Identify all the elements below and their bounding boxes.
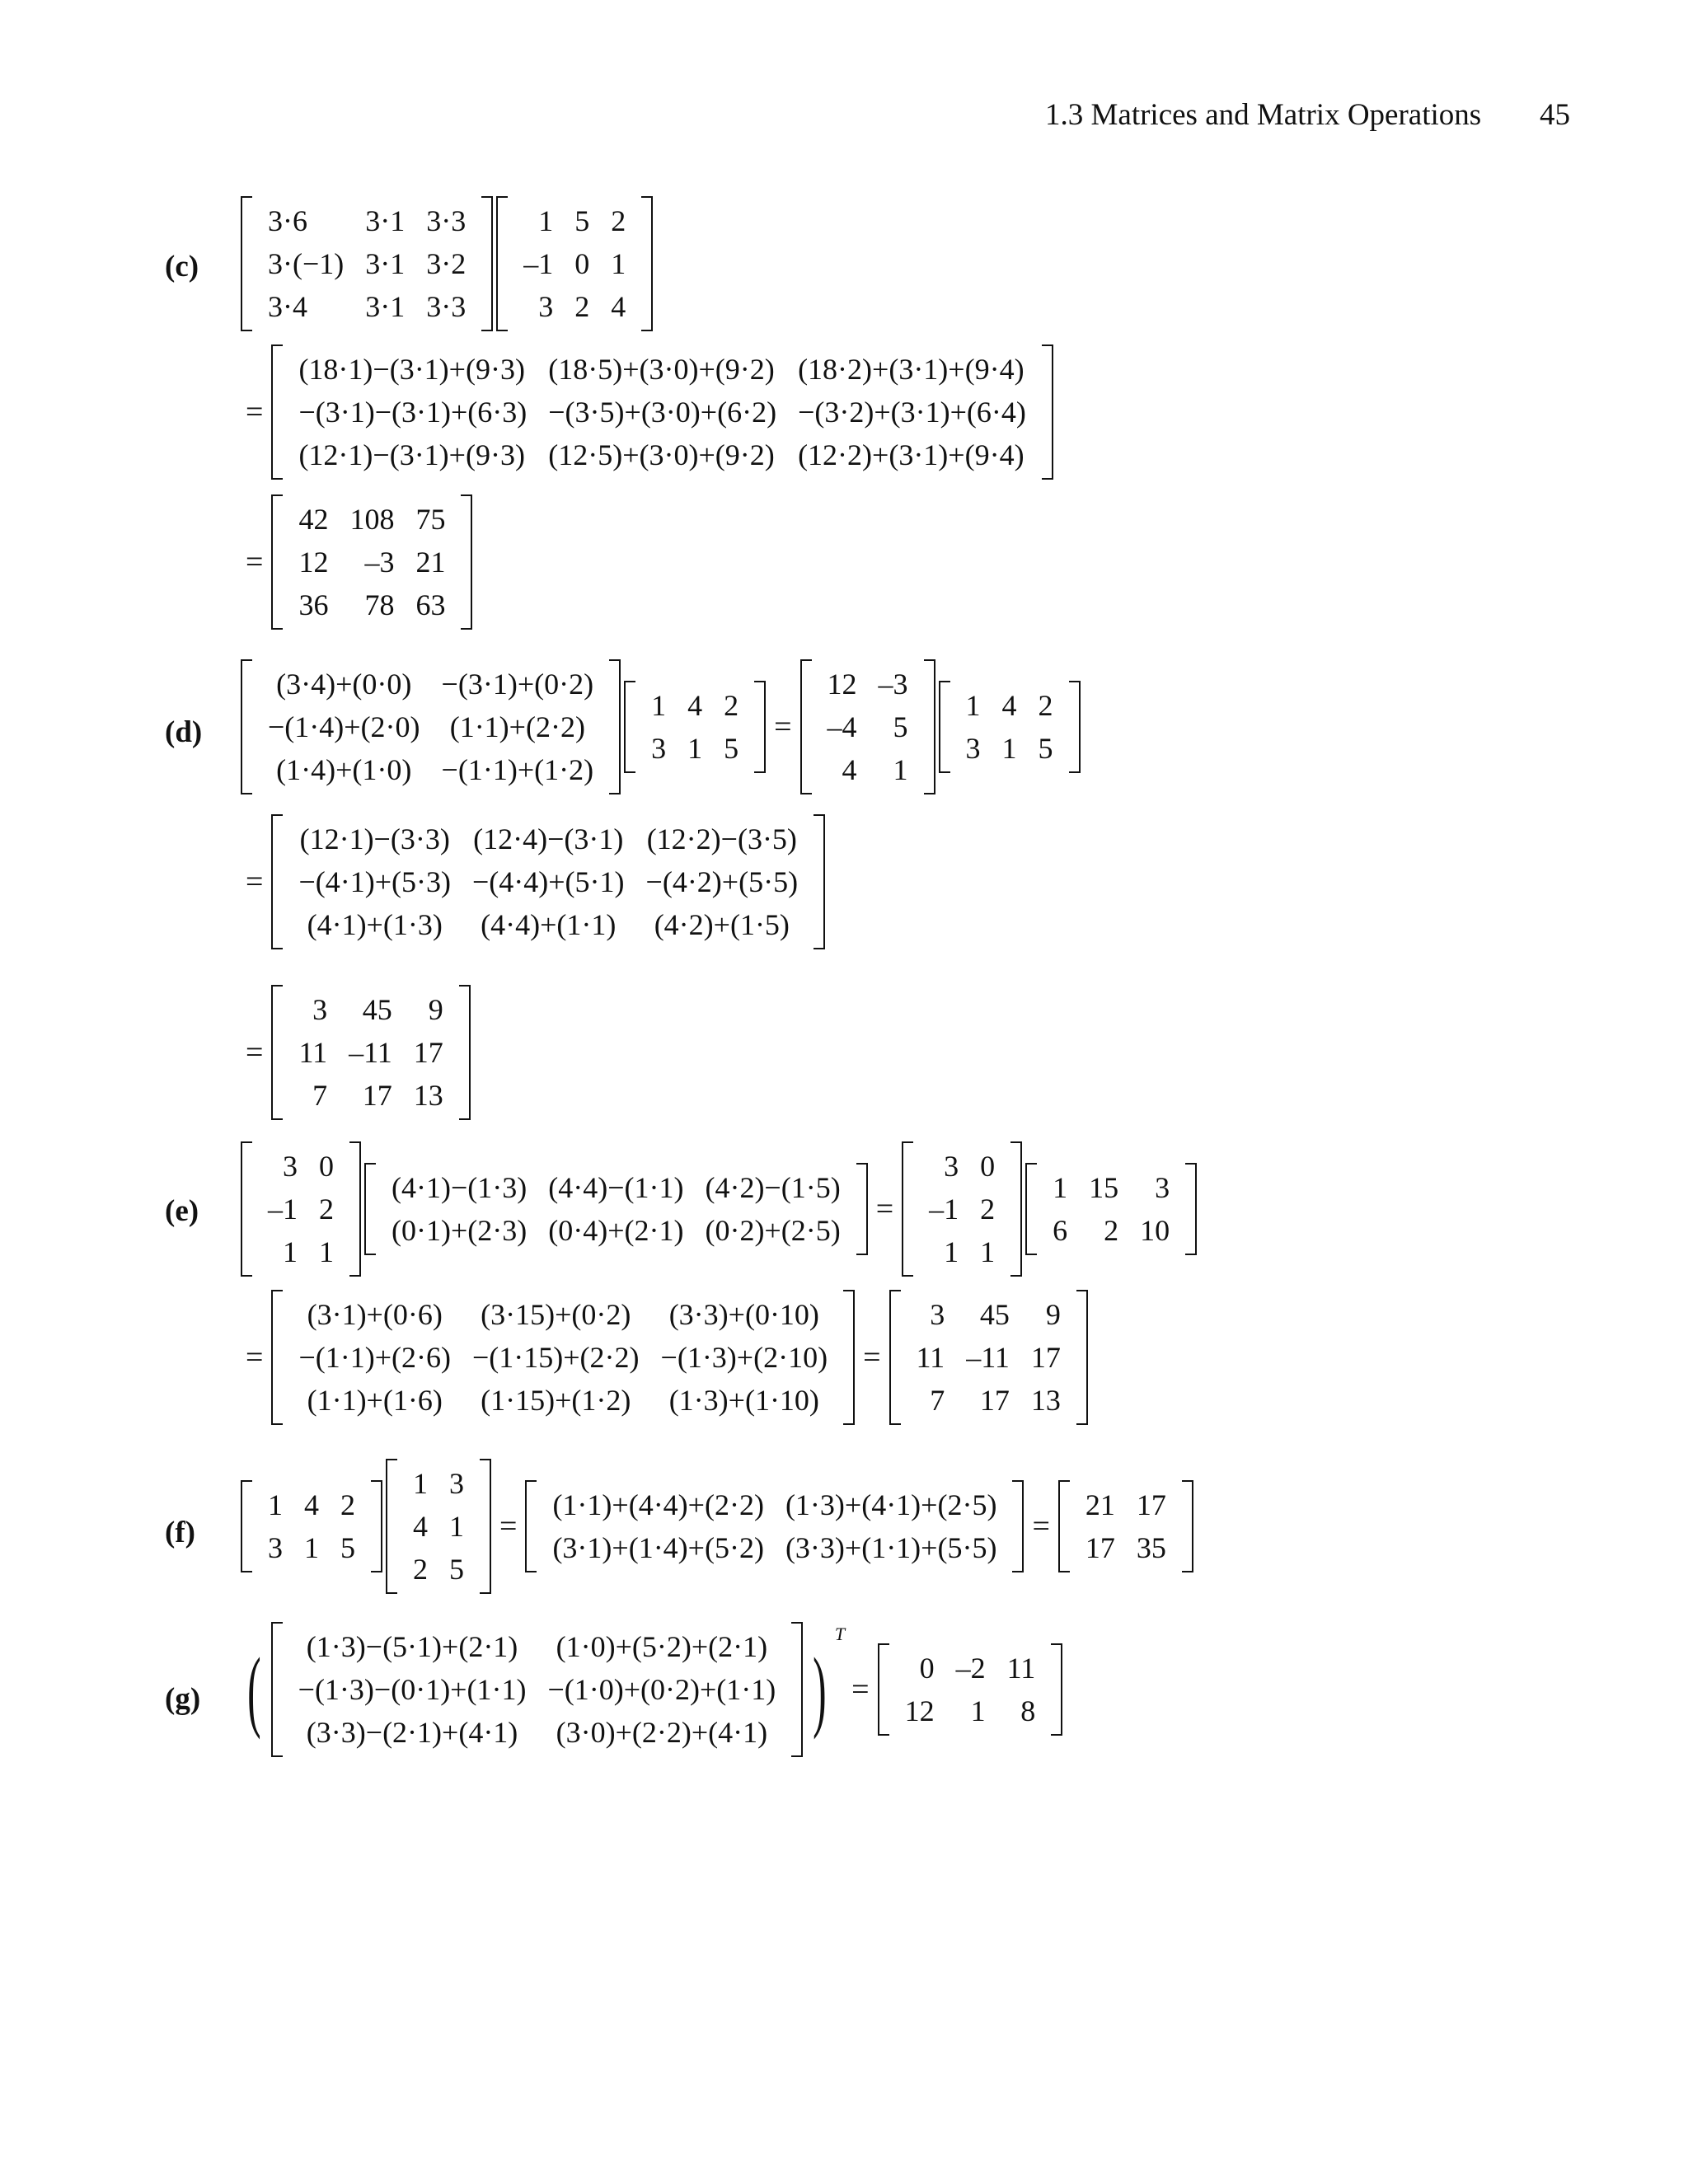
matrix-cell: 5 xyxy=(893,710,908,743)
matrix-cell: 9 xyxy=(1045,1298,1061,1331)
matrix-cell: 3 xyxy=(268,1531,283,1564)
matrix-cell: (1·0)+(5·2)+(2·1) xyxy=(556,1630,768,1663)
matrix-cell: (4·1)+(1·3) xyxy=(307,908,443,941)
matrix-cell: 8 xyxy=(1020,1694,1036,1727)
matrix-cell: 2 xyxy=(574,290,590,323)
matrix xyxy=(888,1290,1090,1425)
matrix-cell: 1 xyxy=(944,1235,959,1268)
matrix-cell: (0·2)+(2·5) xyxy=(705,1214,841,1247)
part-d-line3 xyxy=(239,985,472,1120)
matrix-cell: 2 xyxy=(1038,689,1053,722)
matrix-cell: 4 xyxy=(611,290,626,323)
matrix-cell: 36 xyxy=(298,588,329,621)
matrix xyxy=(799,659,937,794)
matrix-cell: (3·4)+(0·0) xyxy=(276,668,412,701)
matrix-cell: 45 xyxy=(362,993,392,1026)
matrix-cell: 5 xyxy=(340,1531,355,1564)
part-f-label: (f) xyxy=(165,1516,195,1549)
matrix-cell: 13 xyxy=(413,1079,443,1112)
matrix-cell: 3·1 xyxy=(365,247,406,280)
matrix-cell: −(1·15)+(2·2) xyxy=(471,1341,640,1374)
equals-sign: = xyxy=(499,1509,518,1544)
matrix xyxy=(239,1141,363,1277)
matrix xyxy=(270,1622,805,1757)
matrix-cell: 10 xyxy=(1140,1214,1170,1247)
matrix-cell: –11 xyxy=(966,1341,1010,1374)
matrix-cell: 12 xyxy=(827,668,857,701)
matrix-cell: (1·1)+(2·2) xyxy=(449,710,585,743)
matrix-cell: (4·4)−(1·1) xyxy=(548,1171,684,1204)
matrix-cell: 75 xyxy=(415,503,446,536)
matrix-cell: 1 xyxy=(538,204,554,237)
part-g-label: (g) xyxy=(165,1682,201,1716)
matrix-cell: −(4·4)+(5·1) xyxy=(471,865,625,898)
matrix-cell: 5 xyxy=(449,1553,464,1586)
matrix xyxy=(384,1459,493,1594)
matrix-cell: 4 xyxy=(687,689,703,722)
matrix-cell: (12·4)−(3·1) xyxy=(473,823,624,855)
matrix-cell: (3·3)+(0·10) xyxy=(668,1298,819,1331)
matrix-cell: 5 xyxy=(724,732,739,765)
matrix-cell: 17 xyxy=(1136,1488,1166,1521)
matrix-cell: 1 xyxy=(687,732,703,765)
matrix-cell: (1·15)+(1·2) xyxy=(481,1384,631,1417)
matrix-cell: 3 xyxy=(944,1150,959,1183)
matrix-cell: (3·3)+(1·1)+(5·5) xyxy=(785,1531,997,1564)
matrix-cell: 17 xyxy=(1085,1531,1115,1564)
matrix-cell: (12·1)−(3·1)+(9·3) xyxy=(298,438,525,471)
matrix-cell: (1·3)−(5·1)+(2·1) xyxy=(306,1630,518,1663)
equals-sign: = xyxy=(774,710,792,744)
part-d-label: (d) xyxy=(165,715,203,749)
matrix-cell: −(1·4)+(2·0) xyxy=(268,710,420,743)
matrix xyxy=(1024,1163,1198,1255)
matrix-cell: 5 xyxy=(574,204,590,237)
matrix-cell: 108 xyxy=(349,503,395,536)
running-header: 1.3 Matrices and Matrix Operations xyxy=(1045,98,1482,132)
equals-sign: = xyxy=(1032,1509,1050,1544)
matrix-cell: (18·1)−(3·1)+(9·3) xyxy=(298,353,525,386)
matrix-cell: (1·4)+(1·0) xyxy=(276,753,412,786)
part-c-label: (c) xyxy=(165,250,199,284)
matrix-cell: 3·4 xyxy=(268,290,307,323)
matrix-cell: 17 xyxy=(979,1384,1010,1417)
equals-sign: = xyxy=(863,1340,881,1375)
matrix xyxy=(270,985,471,1120)
matrix-cell: 3 xyxy=(651,732,667,765)
matrix-cell: (12·2)−(3·5) xyxy=(646,823,797,855)
matrix-cell: –2 xyxy=(955,1652,986,1685)
matrix-cell: 1 xyxy=(283,1235,298,1268)
matrix-cell: (1·1)+(1·6) xyxy=(307,1384,443,1417)
matrix xyxy=(239,196,495,331)
part-f-line1 xyxy=(239,1459,1195,1594)
matrix-cell: (1·1)+(4·4)+(2·2) xyxy=(552,1488,764,1521)
matrix-cell: 1 xyxy=(413,1467,428,1500)
part-c-line2 xyxy=(239,344,1055,480)
transpose-superscript: T xyxy=(834,1624,846,1644)
matrix-cell: 3·2 xyxy=(426,247,467,280)
matrix-cell: (1·3)+(4·1)+(2·5) xyxy=(785,1488,997,1521)
matrix-cell: (3·3)−(2·1)+(4·1) xyxy=(306,1716,518,1749)
part-d-line1 xyxy=(239,659,1082,794)
matrix-cell: (18·5)+(3·0)+(9·2) xyxy=(548,353,775,386)
matrix-cell: 0 xyxy=(319,1150,334,1183)
matrix xyxy=(239,1480,384,1572)
matrix-cell: −(3·5)+(3·0)+(6·2) xyxy=(548,396,777,429)
matrix-cell: −(1·3)−(0·1)+(1·1) xyxy=(298,1673,527,1706)
matrix-cell: 4 xyxy=(413,1510,428,1543)
part-d-line2 xyxy=(239,814,827,949)
matrix-cell: 13 xyxy=(1030,1384,1061,1417)
matrix-cell: 2 xyxy=(319,1193,334,1226)
matrix xyxy=(495,196,654,331)
left-parenthesis: ( xyxy=(247,1639,261,1740)
matrix xyxy=(363,1163,870,1255)
part-e-label: (e) xyxy=(165,1194,199,1228)
equals-sign: = xyxy=(246,1035,264,1070)
matrix-cell: (3·1)+(0·6) xyxy=(307,1298,443,1331)
matrix-cell: (4·2)−(1·5) xyxy=(705,1171,841,1204)
matrix-cell: (18·2)+(3·1)+(9·4) xyxy=(798,353,1025,386)
equals-sign: = xyxy=(246,395,264,429)
matrix xyxy=(876,1643,1065,1736)
part-g-line1 xyxy=(239,1622,1064,1757)
matrix-cell: 4 xyxy=(1001,689,1017,722)
matrix-cell: −(4·2)+(5·5) xyxy=(645,865,799,898)
matrix-cell: 42 xyxy=(298,503,329,536)
matrix-cell: 12 xyxy=(904,1694,935,1727)
matrix-cell: −(1·0)+(0·2)+(1·1) xyxy=(547,1673,776,1706)
matrix-cell: (3·1)+(1·4)+(5·2) xyxy=(552,1531,764,1564)
matrix-cell: (4·1)−(1·3) xyxy=(392,1171,528,1204)
matrix-cell: 1 xyxy=(304,1531,319,1564)
matrix-cell: 4 xyxy=(304,1488,319,1521)
matrix-cell: 35 xyxy=(1136,1531,1166,1564)
matrix-cell: 45 xyxy=(979,1298,1010,1331)
equals-sign: = xyxy=(246,865,264,899)
matrix-cell: –1 xyxy=(929,1193,959,1226)
matrix-cell: 1 xyxy=(970,1694,986,1727)
matrix-cell: (4·4)+(1·1) xyxy=(481,908,617,941)
matrix-cell: 6 xyxy=(1053,1214,1068,1247)
matrix xyxy=(1057,1480,1195,1572)
matrix-cell: 3 xyxy=(1155,1171,1170,1204)
matrix-cell: 3 xyxy=(312,993,328,1026)
matrix xyxy=(239,659,622,794)
matrix-cell: 2 xyxy=(1104,1214,1119,1247)
matrix-cell: 63 xyxy=(415,588,446,621)
matrix-cell: 0 xyxy=(980,1150,996,1183)
matrix-cell: 2 xyxy=(611,204,626,237)
matrix-cell: 9 xyxy=(428,993,443,1026)
matrix-cell: (3·0)+(2·2)+(4·1) xyxy=(556,1716,768,1749)
matrix-cell: –3 xyxy=(364,546,395,579)
page-number: 45 xyxy=(1540,98,1570,132)
matrix xyxy=(270,814,827,949)
matrix xyxy=(270,494,474,630)
matrix-cell: 12 xyxy=(298,546,329,579)
matrix-cell: 1 xyxy=(893,753,908,786)
matrix-cell: –1 xyxy=(268,1193,298,1226)
matrix-cell: 3 xyxy=(965,732,981,765)
matrix-cell: −(1·1)+(2·6) xyxy=(298,1341,451,1374)
matrix-cell: 17 xyxy=(413,1036,443,1069)
matrix-cell: 1 xyxy=(980,1235,996,1268)
part-c-line1 xyxy=(239,196,654,331)
matrix-cell: 7 xyxy=(312,1079,328,1112)
matrix-cell: 2 xyxy=(724,689,739,722)
matrix-cell: 1 xyxy=(319,1235,334,1268)
matrix-cell: 11 xyxy=(916,1341,945,1374)
matrix-cell: 1 xyxy=(449,1510,464,1543)
matrix-cell: 2 xyxy=(413,1553,428,1586)
matrix-cell: (0·1)+(2·3) xyxy=(392,1214,528,1247)
matrix xyxy=(270,344,1054,480)
matrix-cell: –4 xyxy=(827,710,857,743)
matrix-cell: (1·3)+(1·10) xyxy=(668,1384,819,1417)
matrix-cell: −(1·1)+(1·2) xyxy=(441,753,594,786)
equals-sign: = xyxy=(246,545,264,579)
matrix xyxy=(622,681,767,773)
matrix-cell: –1 xyxy=(523,247,554,280)
matrix-cell: (12·2)+(3·1)+(9·4) xyxy=(798,438,1025,471)
part-c-line3 xyxy=(239,494,474,630)
matrix-cell: 1 xyxy=(651,689,667,722)
matrix-cell: 4 xyxy=(842,753,857,786)
matrix-cell: 2 xyxy=(980,1193,996,1226)
matrix-cell: −(3·1)−(3·1)+(6·3) xyxy=(298,396,528,429)
matrix-cell: −(3·2)+(3·1)+(6·4) xyxy=(798,396,1026,429)
matrix-cell: 3·6 xyxy=(268,204,307,237)
matrix-cell: 1 xyxy=(1053,1171,1068,1204)
matrix-cell: 3 xyxy=(449,1467,464,1500)
matrix-cell: 0 xyxy=(919,1652,935,1685)
matrix-cell: −(1·3)+(2·10) xyxy=(660,1341,828,1374)
matrix-cell: 21 xyxy=(1085,1488,1115,1521)
matrix-cell: 5 xyxy=(1038,732,1053,765)
matrix xyxy=(937,681,1082,773)
matrix-cell: 21 xyxy=(415,546,446,579)
part-e-line2 xyxy=(239,1290,1090,1425)
matrix-cell: 2 xyxy=(340,1488,355,1521)
matrix-cell: 3·3 xyxy=(426,290,467,323)
matrix-cell: (4·2)+(1·5) xyxy=(654,908,790,941)
matrix-cell: 0 xyxy=(574,247,590,280)
matrix xyxy=(270,1290,856,1425)
matrix-cell: 3·1 xyxy=(365,290,406,323)
matrix-cell: 17 xyxy=(1030,1341,1061,1374)
matrix xyxy=(523,1480,1025,1572)
matrix xyxy=(900,1141,1024,1277)
matrix-cell: 3 xyxy=(930,1298,945,1331)
matrix-cell: −(3·1)+(0·2) xyxy=(441,668,594,701)
matrix-cell: –3 xyxy=(878,668,908,701)
matrix-cell: (0·4)+(2·1) xyxy=(548,1214,684,1247)
matrix-cell: (12·1)−(3·3) xyxy=(299,823,450,855)
matrix-cell: 17 xyxy=(362,1079,392,1112)
matrix-cell: 3·3 xyxy=(426,204,467,237)
matrix-cell: −(4·1)+(5·3) xyxy=(298,865,451,898)
matrix-cell: 1 xyxy=(268,1488,283,1521)
matrix-cell: –11 xyxy=(349,1036,392,1069)
equals-sign: = xyxy=(246,1340,264,1375)
right-parenthesis: ) xyxy=(813,1639,827,1740)
matrix-cell: 11 xyxy=(1006,1652,1036,1685)
matrix-cell: 3·(−1) xyxy=(268,247,345,280)
matrix-cell: 1 xyxy=(1001,732,1017,765)
matrix-cell: (3·15)+(0·2) xyxy=(481,1298,631,1331)
part-e-line1 xyxy=(239,1141,1198,1277)
matrix-cell: 3·1 xyxy=(365,204,406,237)
matrix-cell: 1 xyxy=(965,689,981,722)
matrix-cell: 3 xyxy=(538,290,554,323)
matrix-cell: 78 xyxy=(364,588,395,621)
matrix-cell: 15 xyxy=(1089,1171,1119,1204)
matrix-cell: 1 xyxy=(611,247,626,280)
matrix-cell: 3 xyxy=(283,1150,298,1183)
matrix-cell: 11 xyxy=(298,1036,328,1069)
equals-sign: = xyxy=(851,1672,870,1707)
equals-sign: = xyxy=(875,1192,894,1226)
matrix-cell: (12·5)+(3·0)+(9·2) xyxy=(548,438,775,471)
matrix-cell: 7 xyxy=(930,1384,945,1417)
